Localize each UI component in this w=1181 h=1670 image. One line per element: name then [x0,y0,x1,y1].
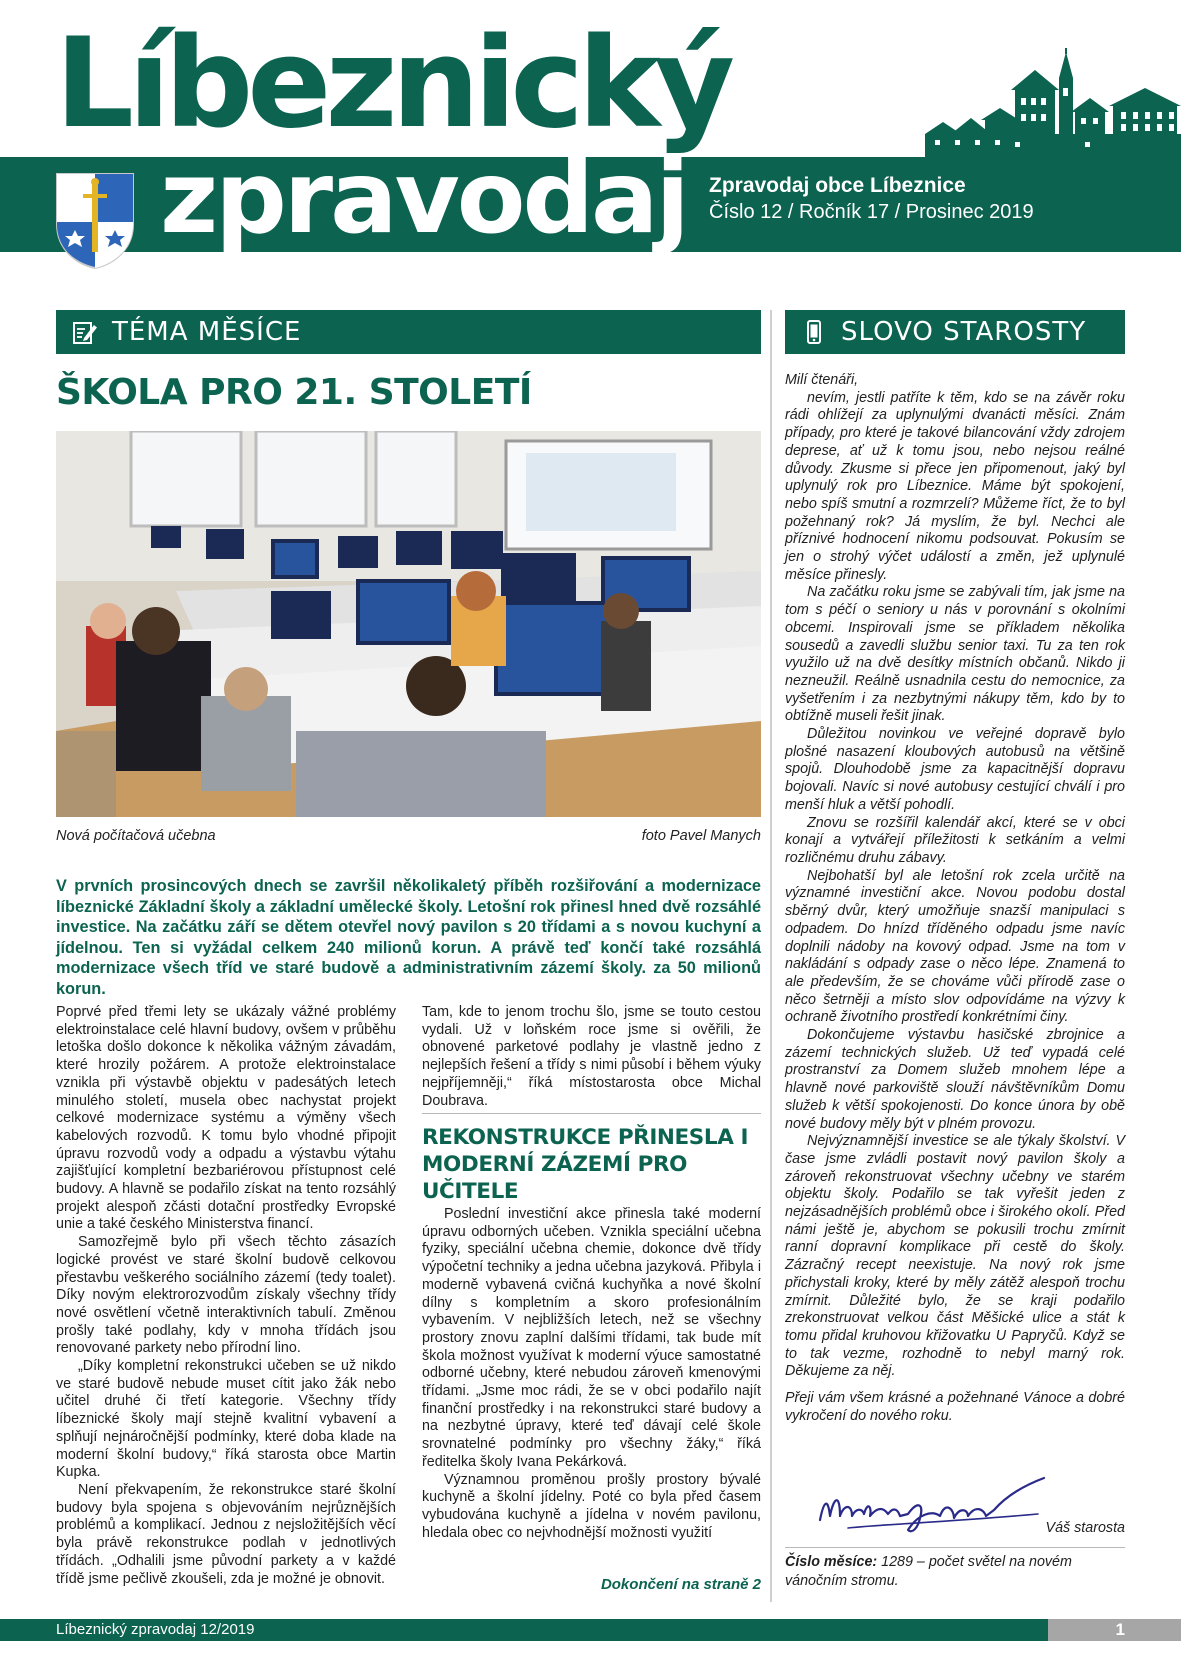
footer-publication: Líbeznický zpravodaj 12/2019 [56,1621,255,1638]
paragraph: Poprvé před třemi lety se ukázaly vážné problémy elektroinstalace celé hlavní budovy, ovšem v průběhu letoška došlo dokonce k několika vážným závadám, které hrozily požárem. A protože elektroinstalace vznikla při výstavbě objektu v padesátých letech minulého století, musela obec nachystat projekt celkové modernizace systému a výměny všech kabelových rozvodů. K tomu bylo vhodné připojit úpravu rozvodů vody a odpadu a výstavbu výtahu zajišťující kompletní bezbariérovou přístupnost celé budovy. A hlavně se podařilo získat na tento rozsáhlý projekt alespoň zčásti dotační prostředky Evropské unie a také českého Ministerstva financí. [56,1004,396,1233]
village-skyline-illustration [925,48,1181,160]
continued-on-page-link: Dokončení na straně 2 [600,1576,761,1593]
section-header-tema [56,310,761,354]
cislo-label: Číslo měsíce: [785,1554,878,1570]
classroom-photo [56,431,761,817]
article-headline: ŠKOLA PRO 21. STOLETÍ [56,372,532,413]
article-column-1 [56,1004,396,1588]
pencil-note-icon [72,319,98,345]
paragraph: Na začátku roku jsme se zabývali tím, jak jsme na tom s péčí o seniory u nás v porovnání s okolními obcemi. Inspirovali jsme se příkladem několika sousedů a zavedli službu senior taxi. Tu za ten rok využilo už na dvě desítky místních občanů. Nikdo ji nezneužil. Reálně usnadnila cestu do nemocnice, za vyšetřením i za nezbytnými nákupy těm, kdo by to obtížně museli řešit jinak. [785,584,1125,725]
subheading-divider [422,1113,761,1114]
photo-caption: Nová počítačová učebna [56,828,216,844]
paragraph: „Díky kompletní rekonstrukci učeben se už nikdo ve staré budově nebude muset cítit jako žák nebo učitel druhé či třetí kategorie. Všechny třídy líbeznické školy mají stejně kvalitní vybavení a splňují nejnáročnější podmínky, které doba klade na moderní školní budovy,“ říká starosta obce Martin Kupka. [56,1358,396,1481]
column-divider [770,310,772,1602]
section-header-label: TÉMA MĚSÍCE [112,317,302,347]
section-header-slovo-starosty [785,310,1125,354]
article-column-2-bottom [422,1206,761,1542]
paragraph: Významnou proměnou prošly prostory bývalé kuchyně a školní jídelny. Poté co byla před časem vybudována kuchyně a jídelna v novém pavilonu, hledala obec co nejvhodnější možnosti využití [422,1471,761,1541]
article-lead: V prvních prosincových dnech se završil několikaletý příběh rozšiřování a modernizace líbeznické Základní školy a základní umělecké školy. Letošní rok přinesl hned dvě rozsáhlé investice. Na začátku září se dětem otevřel nový pavilon s 20 třídami a s novou kuchyní a jídelnou. Ten si vyžádal celkem 240 milionů korun. A právě teď končí také rozsáhlá modernizace všech tříd ve staré budově a administrativním zázemí školy. za 50 milionů korun. [56,877,761,998]
masthead-info [709,172,1034,226]
paragraph: Tam, kde to jenom trochu šlo, jsme se touto cestou vydali. Už v loňském roce jsme si ověřili, že obnovené parketové podlahy je vlastně jedno z nejlepších řešení a třídy s nimi působí i během výuky nejpříjemněji,“ říká místostarosta obce Michal Doubrava. [422,1004,761,1109]
paragraph: Nejbohatší byl ale letošní rok zcela určitě na významné investiční akce. Novou podobu dostal sběrný dvůr, který umožňuje snazší manipulaci s odpadem. Do hnízd tříděného odpadu jsme navíc doplnili nádoby na kovový odpad. Jsme na tom v nakládání s odpady zase o něco lépe. Znamená to ale především, že se chováme vůči přírodě zase o něco šetrněji a místo slov odpovídáme na výzvy k ochraně životního prostředí konkrétními činy. [785,867,1125,1026]
paragraph: nevím, jestli patříte k těm, kdo se na závěr roku rádi ohlížejí za uplynulými dvanácti měsíci. Znám případy, pro které je takové bilancování vždy zdrojem deprese, ať už k tomu jsou, nebo nejsou reálné důvody. Zkusme si přece jen připomenout, jaký byl uplynulý rok pro Líbeznice. Máme být spokojení, nebo spíš smutní a rozmrzelí? Můžeme říct, že to byl požehnaný rok? Já myslím, že byl. Nechci ale příznivé hodnocení nikomu podsouvat. Pokusím se jen o strohý výčet událostí a změn, jež uplynulé měsíce přinesly. [785,389,1125,583]
masthead-title-line1: Líbeznický [55,12,730,156]
article-subheading: REKONSTRUKCE PŘINESLA I MODERNÍ ZÁZEMÍ PRO UČITELE [422,1125,749,1204]
paragraph: Nejvýznamnější investice se ale týkaly školství. V čase jsme zvládli postavit nový pavilon školy a zároveň rekonstruovat všechny učebny ve starém objektu školy. Podařilo se tak vyřešit jeden z nejzásadnějších problémů obce i širokého okolí. Před námi ještě je, abychom se pokusili trochu zmírnit ranní dopravní komplikace při cestě do školy. Zázračný recept neexistuje. Na nový rok jsme přichystali kroky, které by měly zátěž alespoň trochu zmírnit. Důležité bylo, že se kraji podařilo zrekonstruovat velkou část Měšické ulice a stát k tomu přidal kruhovou křižovatku U Papryčů. Když se to tak vezme, rozhodně to nebyl marný rok. Děkujeme za něj. [785,1133,1125,1380]
paragraph: Dokončujeme výstavbu hasičské zbrojnice a zázemí technických služeb. Už teď vypadá celé prostranství za Domem služeb mnohem lépe a hlavně nové parkoviště slouží návštěvníkům Domu služeb k větší spokojenosti. Do konce února by obě nové budovy měly být v plném provozu. [785,1027,1125,1132]
paragraph: Poslední investiční akce přinesla také moderní úpravu odborných učeben. Vznikla speciální učebna fyziky, speciální učebna chemie, dokonce dvě třídy výpočetní techniky a jedna učebna jazyková. Přibyla i moderně vybavená cvičná kuchyňka a nové školní dílny s kompletním a skoro profesionálním vybavením. V nejbližších letech, než se všechny prostory znovu zaplní dalšími třídami, tak bude mít škola možnost využívat k moderní výuce samostatné odborné učebny, které nebudou zároveň kmenovými třídami. „Jsme moc rádi, že se v obci podařilo najít finanční prostředky i na rekonstrukci staré budovy a na nezbytné úpravy, které teď dávají celé škole srovnatelné podmínky pro všechny žáky,“ říká ředitelka školy Ivana Pekárková. [422,1206,761,1470]
cislo-divider [785,1547,1125,1548]
section-header-label: SLOVO STAROSTY [841,317,1087,347]
letter-closing: Přeji vám všem krásné a požehnané Vánoce a dobré vykročení do nového roku. [785,1390,1125,1424]
cislo-text: 1289 – počet světel na novém vánočním stromu. [785,1554,1072,1589]
masthead-title-line2: zpravodaj [160,139,687,256]
masthead-issue: Číslo 12 / Ročník 17 / Prosinec 2019 [709,201,1034,223]
paragraph: Znovu se rozšířil kalendář akcí, které se v obci konají a vytvářejí příležitosti k setkáním a velmi rozličnému druhu zábavy. [785,814,1125,866]
footer-page-number: 1 [1048,1619,1181,1641]
photo-credit: foto Pavel Manych [641,828,761,844]
cislo-mesice [785,1553,1125,1590]
paragraph: Důležitou novinkou ve veřejné dopravě bylo plošné nasazení kloubových autobusů na většině spojů. Dlouhodobě jsme za kapacitnější dopravu bojovali. Navíc si nové autobusy cestující chválí i pro menší hluk a větší pohodlí. [785,726,1125,813]
mayor-letter [785,372,1125,1425]
article-column-2-top [422,1004,761,1110]
mobile-phone-icon [801,319,827,345]
paragraph: Není překvapením, že rekonstrukce staré školní budovy byla spojena s objevováním nejrůznějších problémů a komplikací. Jednou z nejsložitějších věcí byla právě rekonstrukce podlah v jednotlivých třídách. „Odhalili jsme původní parkety a v každé třídě jsme pečlivě zkoušeli, zda je možné je obnovit. [56,1481,396,1587]
signature-label: Váš starosta [1045,1520,1125,1536]
letter-greeting: Milí čtenáři, [785,372,859,388]
paragraph: Samozřejmě bylo při všech těchto zásazích logické provést ve staré školní budově celkovou přestavbu veškerého sociálního zázemí (tedy toalet). Díky novým elektrorozvodům získaly všechny třídy nové osvětlení včetně interaktivních tabulí. Změnou prošly také podlahy, kdy v mnoha třídách jsou renovované parkety nebo přírodní lino. [56,1234,396,1357]
masthead-subtitle: Zpravodaj obce Líbeznice [709,174,966,197]
municipal-coat-of-arms-icon [55,172,135,270]
